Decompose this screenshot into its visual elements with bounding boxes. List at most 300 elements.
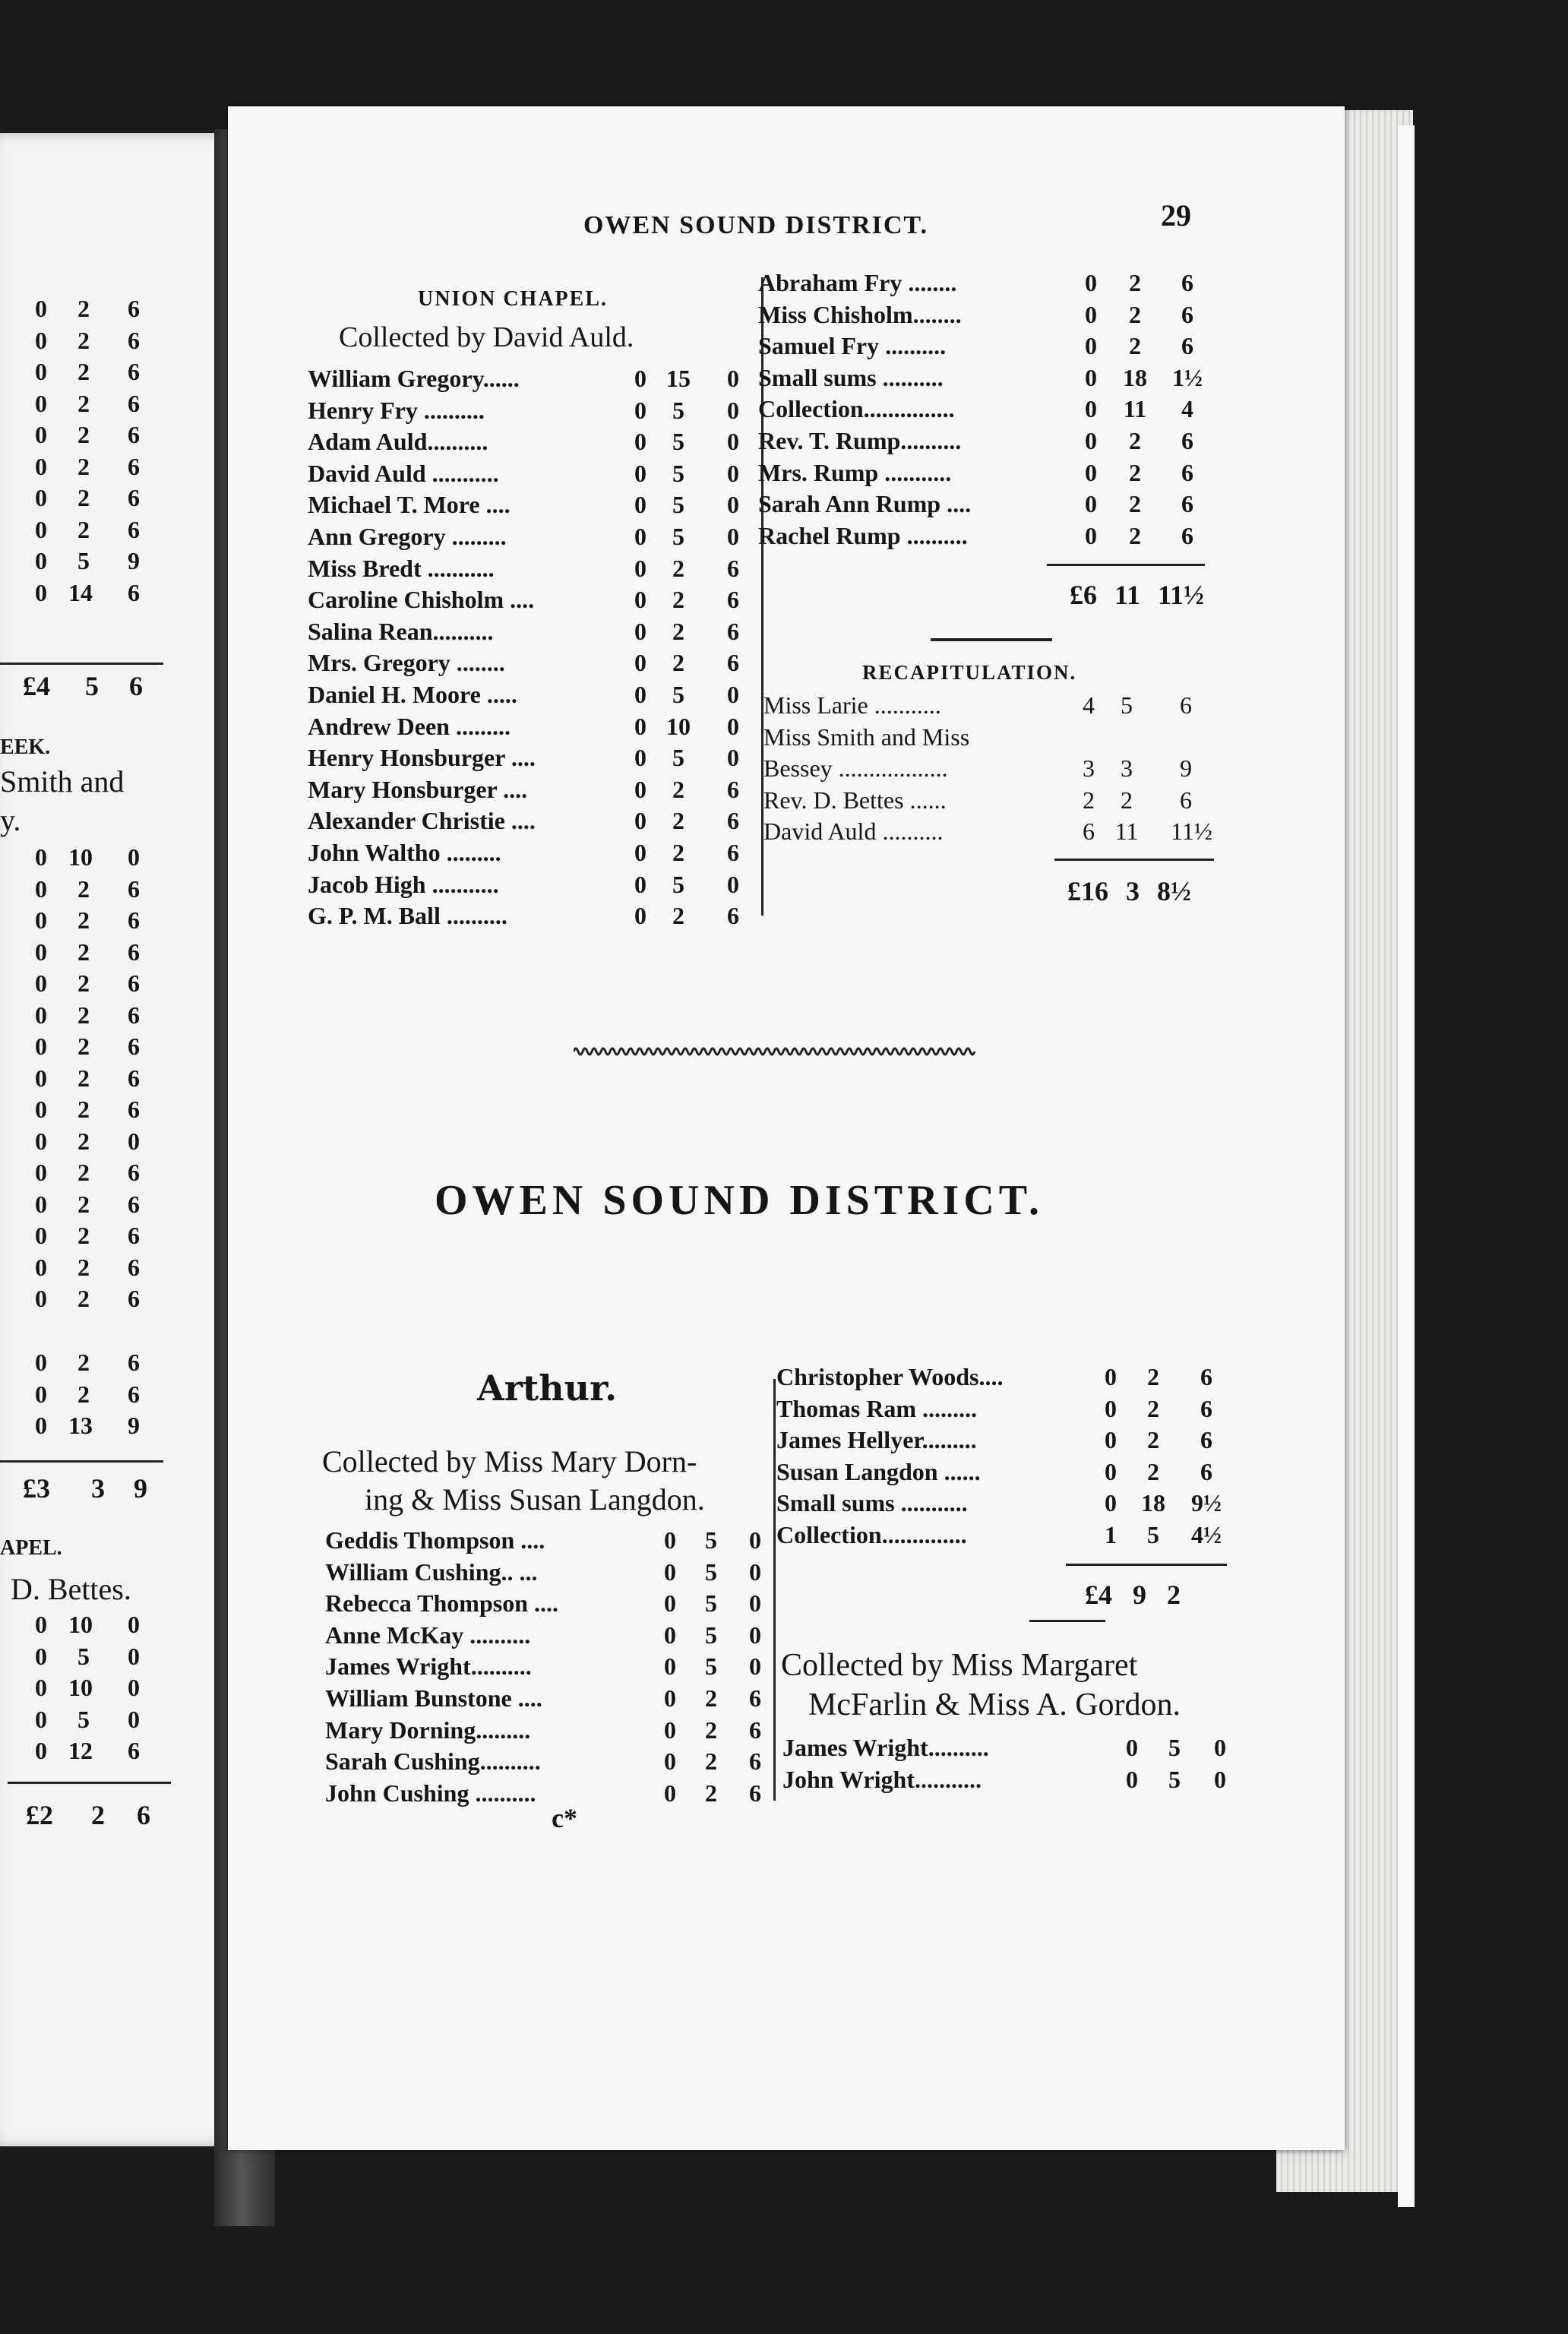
union-chapel-pounds: 0 [634,680,646,708]
arthur-name: James Wright.......... [325,1652,532,1681]
union-chapel-continued-row [758,330,1206,362]
union-chapel-continued-shillings: 2 [1129,332,1141,360]
union-chapel-pounds: 0 [634,617,646,645]
second-collector-list [782,1732,1238,1795]
union-chapel-total [1070,579,1204,611]
left-entry-pounds: 0 [35,1737,47,1764]
union-chapel-continued-pounds: 0 [1085,521,1097,549]
union-chapel-pence: 0 [727,365,739,392]
union-chapel-continued-pounds: 0 [1085,426,1097,454]
union-chapel-shillings: 2 [672,617,684,645]
union-chapel-pounds: 0 [634,396,646,424]
recapitulation-pence: 6 [1180,691,1192,719]
arthur-pence: 0 [749,1589,761,1618]
union-chapel-name: Ann Gregory ......... [308,522,507,550]
arthur-continued-pounds: 0 [1105,1457,1117,1485]
recapitulation-row [763,690,1212,722]
arthur-continued-shillings: 2 [1147,1457,1159,1485]
recapitulation-pounds: 4 [1083,691,1095,719]
union-chapel-continued-pounds: 0 [1085,300,1097,328]
left-entry-pence: 6 [128,358,140,385]
recapitulation-shillings: 5 [1121,691,1133,719]
second-collector-line2: McFarlin & Miss A. Gordon. [808,1687,1181,1722]
left-entry-pence: 6 [128,326,140,354]
left-entry-shillings: 2 [77,1064,90,1092]
arthur-continued-pence: 6 [1200,1457,1212,1485]
union-chapel-pence: 0 [727,870,739,898]
arthur-continued-pounds: 0 [1105,1426,1117,1454]
union-chapel-pounds: 0 [634,365,646,392]
union-chapel-name: Andrew Deen ......... [308,712,511,740]
left-collector-line1: Smith and [0,764,125,799]
recapitulation-list [763,690,1212,848]
left-entry-shillings: 2 [77,326,90,354]
union-chapel-continued-name: Collection............... [758,395,955,423]
second-collector-row [782,1732,1238,1764]
union-chapel-shillings: 5 [672,680,684,708]
union-chapel-pounds: 0 [634,522,646,550]
second-collector-pounds: 0 [1126,1765,1138,1793]
arthur-row [325,1778,766,1810]
arthur-row [325,1715,766,1747]
left-entry-pounds: 0 [35,295,47,322]
arthur-row [325,1620,766,1652]
arthur-continued-row [776,1393,1225,1425]
union-chapel-row [308,805,748,837]
left-entry-shillings: 5 [77,1705,90,1733]
union-chapel-row [308,711,748,743]
total-rule [1047,564,1205,566]
short-rule [1029,1620,1105,1622]
arthur-collector-line2: ing & Miss Susan Langdon. [365,1482,705,1516]
arthur-continued-name: James Hellyer......... [776,1426,977,1454]
union-chapel-shillings: 2 [672,807,684,835]
left-entry-pence: 6 [128,1159,140,1186]
arthur-column-divider [773,1379,776,1801]
left-entry-pence: 6 [128,1064,140,1092]
arthur-row [325,1683,766,1715]
union-chapel-continued-shillings: 18 [1123,363,1147,391]
union-chapel-row [308,742,748,774]
district-title: OWEN SOUND DISTRICT. [435,1177,1044,1224]
arthur-shillings: 2 [705,1716,717,1744]
arthur-row [325,1746,766,1778]
second-collector-row [782,1764,1238,1796]
arthur-shillings: 2 [705,1747,717,1776]
left-entry-pounds: 0 [35,358,47,385]
union-chapel-row [308,489,748,521]
arthur-list [325,1525,766,1809]
recapitulation-name: Miss Smith and Miss [763,723,970,751]
union-chapel-shillings: 5 [672,491,684,519]
union-chapel-continued-shillings: 2 [1129,300,1141,328]
left-entry-pounds: 0 [35,1611,47,1638]
union-chapel-pence: 0 [727,459,739,487]
arthur-name: Anne McKay .......... [325,1621,531,1649]
union-chapel-continued-pence: 6 [1181,458,1193,486]
recapitulation-total [1067,875,1191,907]
union-chapel-name: Henry Honsburger .... [308,744,536,772]
recap-total-shillings: 3 [1126,876,1140,906]
union-chapel-name: Jacob High ........... [308,870,499,898]
arthur-name: John Cushing .......... [325,1779,536,1807]
left-entry-pence: 6 [128,1737,140,1764]
left-section-label: APEL. [0,1536,62,1560]
arthur-pounds: 0 [664,1526,676,1554]
union-chapel-pence: 6 [727,775,739,803]
union-chapel-pounds: 0 [634,491,646,519]
left-entry-shillings: 2 [77,1190,90,1218]
union-chapel-shillings: 5 [672,870,684,898]
left-entry-pounds: 0 [35,1285,47,1312]
arthur-pounds: 0 [664,1779,676,1807]
recapitulation-row [763,785,1212,817]
union-chapel-row [308,869,748,901]
left-entry-shillings: 2 [77,1349,90,1376]
left-rule [0,1460,163,1463]
union-chapel-continued-name: Rev. T. Rump.......... [758,426,962,454]
left-entry-shillings: 10 [68,1674,93,1701]
left-total-pounds: £3 [23,1473,50,1504]
union-chapel-continued-row [758,362,1206,394]
arthur-continued-row [776,1520,1225,1551]
union-chapel-shillings: 2 [672,838,684,866]
union-chapel-continued-shillings: 2 [1129,521,1141,549]
left-entry-shillings: 2 [77,906,90,934]
union-chapel-shillings: 5 [672,396,684,424]
union-chapel-continued-row [758,394,1206,425]
arthur-name: Sarah Cushing.......... [325,1747,541,1776]
left-entry-shillings: 2 [77,452,90,480]
total-pounds: £6 [1070,580,1097,610]
arthur-pounds: 0 [664,1652,676,1681]
left-entry-pence: 6 [128,1285,140,1312]
recapitulation-row [763,722,1212,754]
left-entry-pence: 6 [128,515,140,543]
left-entry-pounds: 0 [35,1159,47,1186]
left-entry-pounds: 0 [35,578,47,606]
left-entry-pounds: 0 [35,1033,47,1060]
left-entry-shillings: 2 [77,874,90,903]
arthur-total-pounds: £4 [1085,1580,1112,1610]
union-chapel-pounds: 0 [634,775,646,803]
union-chapel-shillings: 5 [672,522,684,550]
arthur-shillings: 2 [705,1779,717,1807]
arthur-collector-line1: Collected by Miss Mary Dorn- [322,1444,697,1479]
left-entry-pence: 0 [128,1705,140,1733]
union-chapel-continued-name: Mrs. Rump ........... [758,458,952,486]
union-chapel-continued-row [758,489,1206,520]
arthur-total-rule [1066,1564,1227,1566]
union-chapel-row [308,900,748,932]
left-entry-pounds: 0 [35,421,47,448]
union-chapel-continued-name: Abraham Fry ........ [758,269,957,296]
union-chapel-name: John Waltho ......... [308,838,501,866]
union-chapel-pounds: 0 [634,744,646,772]
left-entry-shillings: 2 [77,1253,90,1281]
union-chapel-continued-row [758,299,1206,331]
arthur-pence: 0 [749,1621,761,1649]
arthur-pence: 0 [749,1652,761,1681]
left-entry-pence: 6 [128,938,140,966]
arthur-continued-pounds: 1 [1105,1520,1117,1548]
section-rule [931,638,1052,641]
arthur-continued-shillings: 18 [1141,1489,1165,1517]
union-chapel-shillings: 15 [666,365,691,392]
left-entry-shillings: 2 [77,969,90,997]
recapitulation-pence: 11½ [1171,818,1212,846]
union-chapel-pence: 0 [727,491,739,519]
union-chapel-row [308,837,748,869]
arthur-shillings: 5 [705,1558,717,1586]
left-entry-pence: 6 [128,578,140,606]
union-chapel-name: Alexander Christie .... [308,807,536,835]
arthur-total-shillings: 9 [1133,1580,1146,1610]
recapitulation-name: Rev. D. Bettes ...... [763,786,947,814]
left-entry-shillings: 5 [77,1642,90,1670]
left-entry-pence: 0 [128,1642,140,1670]
left-collector-line2: y. [0,803,21,837]
union-chapel-name: Michael T. More .... [308,491,511,519]
total-pence: 11½ [1158,580,1205,610]
left-entry-shillings: 2 [77,1001,90,1029]
arthur-continued-pounds: 0 [1105,1489,1117,1517]
union-chapel-continued-pence: 6 [1181,300,1193,328]
union-chapel-pounds: 0 [634,902,646,930]
union-chapel-pence: 6 [727,902,739,930]
left-total-pence: 6 [137,1800,150,1830]
ornamental-divider [574,1042,976,1061]
left-entry-pence: 6 [128,1253,140,1281]
left-entry-pounds: 0 [35,1674,47,1701]
union-chapel-name: Daniel H. Moore ..... [308,680,517,708]
arthur-continued-shillings: 2 [1147,1363,1159,1390]
arthur-pounds: 0 [664,1684,676,1712]
union-chapel-continued-pence: 1½ [1172,363,1203,391]
union-chapel-pence: 0 [727,744,739,772]
left-entry-pounds: 0 [35,547,47,574]
union-chapel-shillings: 2 [672,649,684,677]
union-chapel-pounds: 0 [634,554,646,582]
arthur-continued-name: Thomas Ram ......... [776,1394,978,1422]
arthur-pounds: 0 [664,1747,676,1776]
arthur-pence: 6 [749,1716,761,1744]
second-collector-name: James Wright.......... [782,1734,989,1761]
left-entry-pence: 6 [128,389,140,417]
left-entry-shillings: 5 [77,547,90,574]
second-collector-shillings: 5 [1168,1734,1181,1761]
second-collector-shillings: 5 [1168,1765,1181,1793]
left-entry-pence: 9 [128,547,140,574]
left-total-shillings: 3 [91,1473,105,1504]
union-chapel-continued-pounds: 0 [1085,332,1097,360]
union-chapel-pounds: 0 [634,459,646,487]
union-chapel-row [308,426,748,458]
arthur-shillings: 2 [705,1684,717,1712]
left-entry-pence: 6 [128,1380,140,1408]
left-entry-pence: 6 [128,1096,140,1123]
total-shillings: 11 [1114,580,1141,610]
left-entry-pounds: 0 [35,484,47,511]
arthur-shillings: 5 [705,1526,717,1554]
left-entry-shillings: 2 [77,1159,90,1186]
union-chapel-shillings: 5 [672,428,684,456]
union-chapel-row [308,458,748,490]
arthur-name: William Cushing.. ... [325,1558,538,1586]
union-chapel-pence: 6 [727,554,739,582]
left-entry-pence: 6 [128,421,140,448]
left-entry-shillings: 10 [68,843,93,871]
union-chapel-pence: 0 [727,522,739,550]
arthur-shillings: 5 [705,1652,717,1681]
union-chapel-continued-row [758,457,1206,489]
left-total-pounds: £2 [26,1800,53,1830]
left-total-pounds: £4 [23,671,50,701]
arthur-continued-shillings: 2 [1147,1426,1159,1454]
left-entry-pence: 6 [128,1190,140,1218]
union-chapel-row [308,395,748,427]
left-section-label: EEK. [0,735,51,759]
left-entry-pence: 0 [128,843,140,871]
left-entry-shillings: 14 [68,578,93,606]
left-entry-pence: 6 [128,906,140,934]
union-chapel-continued-row [758,267,1206,299]
union-chapel-row [308,584,748,616]
arthur-continued-pence: 6 [1200,1363,1212,1390]
union-chapel-pence: 6 [727,838,739,866]
running-head: OWEN SOUND DISTRICT. [583,211,929,239]
union-chapel-shillings: 2 [672,586,684,614]
arthur-continued-row [776,1425,1225,1456]
union-chapel-pence: 6 [727,649,739,677]
arthur-name: Geddis Thompson .... [325,1526,545,1554]
union-chapel-pence: 0 [727,396,739,424]
union-chapel-continued-pounds: 0 [1085,395,1097,423]
union-chapel-row [308,679,748,711]
left-entry-pounds: 0 [35,1380,47,1408]
union-chapel-pence: 0 [727,712,739,740]
union-chapel-continued-pounds: 0 [1085,269,1097,296]
recap-total-rule [1054,859,1214,861]
left-entry-pence: 0 [128,1674,140,1701]
union-chapel-continued-name: Samuel Fry .......... [758,332,947,360]
union-chapel-pounds: 0 [634,586,646,614]
union-chapel-list [308,363,748,932]
arthur-continued-row [776,1456,1225,1488]
union-chapel-row [308,553,748,585]
union-chapel-continued-shillings: 2 [1129,269,1141,296]
recap-total-pounds: £16 [1067,876,1108,906]
left-entry-shillings: 2 [77,1380,90,1408]
left-total-shillings: 5 [85,671,99,701]
union-chapel-name: Mrs. Gregory ........ [308,649,505,677]
arthur-pence: 6 [749,1747,761,1776]
arthur-continued-list [776,1362,1225,1551]
left-entry-pounds: 0 [35,326,47,354]
union-chapel-continued-pence: 6 [1181,332,1193,360]
recap-total-pence: 8½ [1157,876,1191,906]
left-entry-shillings: 2 [77,1222,90,1249]
left-entry-pence: 9 [128,1412,140,1439]
arthur-pence: 0 [749,1526,761,1554]
arthur-continued-pence: 6 [1200,1394,1212,1422]
union-chapel-continued-shillings: 2 [1129,426,1141,454]
union-chapel-pence: 0 [727,428,739,456]
arthur-pounds: 0 [664,1621,676,1649]
arthur-name: William Bunstone .... [325,1684,542,1712]
union-chapel-name: Henry Fry .......... [308,396,485,424]
left-entry-pounds: 0 [35,906,47,934]
left-total-pence: 6 [129,671,143,701]
left-rule [0,663,163,665]
union-chapel-continued-shillings: 2 [1129,490,1141,518]
left-entry-shillings: 2 [77,1127,90,1155]
left-entry-pounds: 0 [35,1127,47,1155]
recapitulation-shillings: 2 [1121,786,1133,814]
left-entry-pounds: 0 [35,515,47,543]
arthur-continued-pounds: 0 [1105,1394,1117,1422]
left-entry-pounds: 0 [35,1253,47,1281]
union-chapel-shillings: 2 [672,902,684,930]
union-chapel-row [308,774,748,806]
arthur-total [1085,1579,1181,1611]
union-chapel-name: Adam Auld.......... [308,428,488,456]
union-chapel-continued-pounds: 0 [1085,490,1097,518]
left-entry-shillings: 13 [68,1412,93,1439]
union-chapel-pence: 6 [727,617,739,645]
left-entry-pounds: 0 [35,938,47,966]
left-total-pence: 9 [134,1473,147,1504]
union-chapel-row [308,363,748,395]
left-entry-shillings: 2 [77,484,90,511]
second-collector-pence: 0 [1214,1765,1226,1793]
arthur-title: Arthur. [477,1368,618,1409]
left-entry-pounds: 0 [35,1222,47,1249]
recapitulation-pence: 6 [1180,786,1192,814]
recapitulation-name: Bessey .................. [763,754,948,783]
union-chapel-continued-pence: 4 [1181,395,1193,423]
left-entry-shillings: 2 [77,515,90,543]
arthur-continued-name: Susan Langdon ...... [776,1457,981,1485]
union-chapel-continued-shillings: 11 [1123,395,1147,423]
arthur-pounds: 0 [664,1716,676,1744]
arthur-row [325,1557,766,1589]
left-rule [8,1782,171,1784]
arthur-pence: 0 [749,1558,761,1586]
arthur-continued-name: Small sums ........... [776,1489,968,1517]
arthur-name: Rebecca Thompson .... [325,1589,558,1618]
second-collector-pence: 0 [1214,1734,1226,1761]
second-collector-name: John Wright........... [782,1765,982,1793]
arthur-continued-pence: 4½ [1191,1520,1222,1548]
recapitulation-pounds: 3 [1083,754,1095,783]
left-entry-pounds: 0 [35,389,47,417]
arthur-continued-pence: 6 [1200,1426,1212,1454]
left-entry-pence: 0 [128,1127,140,1155]
arthur-pounds: 0 [664,1558,676,1586]
left-entry-pence: 6 [128,969,140,997]
page-number: 29 [1161,198,1191,232]
union-chapel-pence: 6 [727,586,739,614]
union-chapel-name: Caroline Chisholm .... [308,586,535,614]
left-entry-pence: 0 [128,1611,140,1638]
left-entry-pounds: 0 [35,969,47,997]
recapitulation-pounds: 2 [1083,786,1095,814]
union-chapel-row [308,521,748,553]
recapitulation-name: David Auld .......... [763,818,944,846]
union-chapel-continued-pence: 6 [1181,490,1193,518]
left-entry-pounds: 0 [35,1064,47,1092]
